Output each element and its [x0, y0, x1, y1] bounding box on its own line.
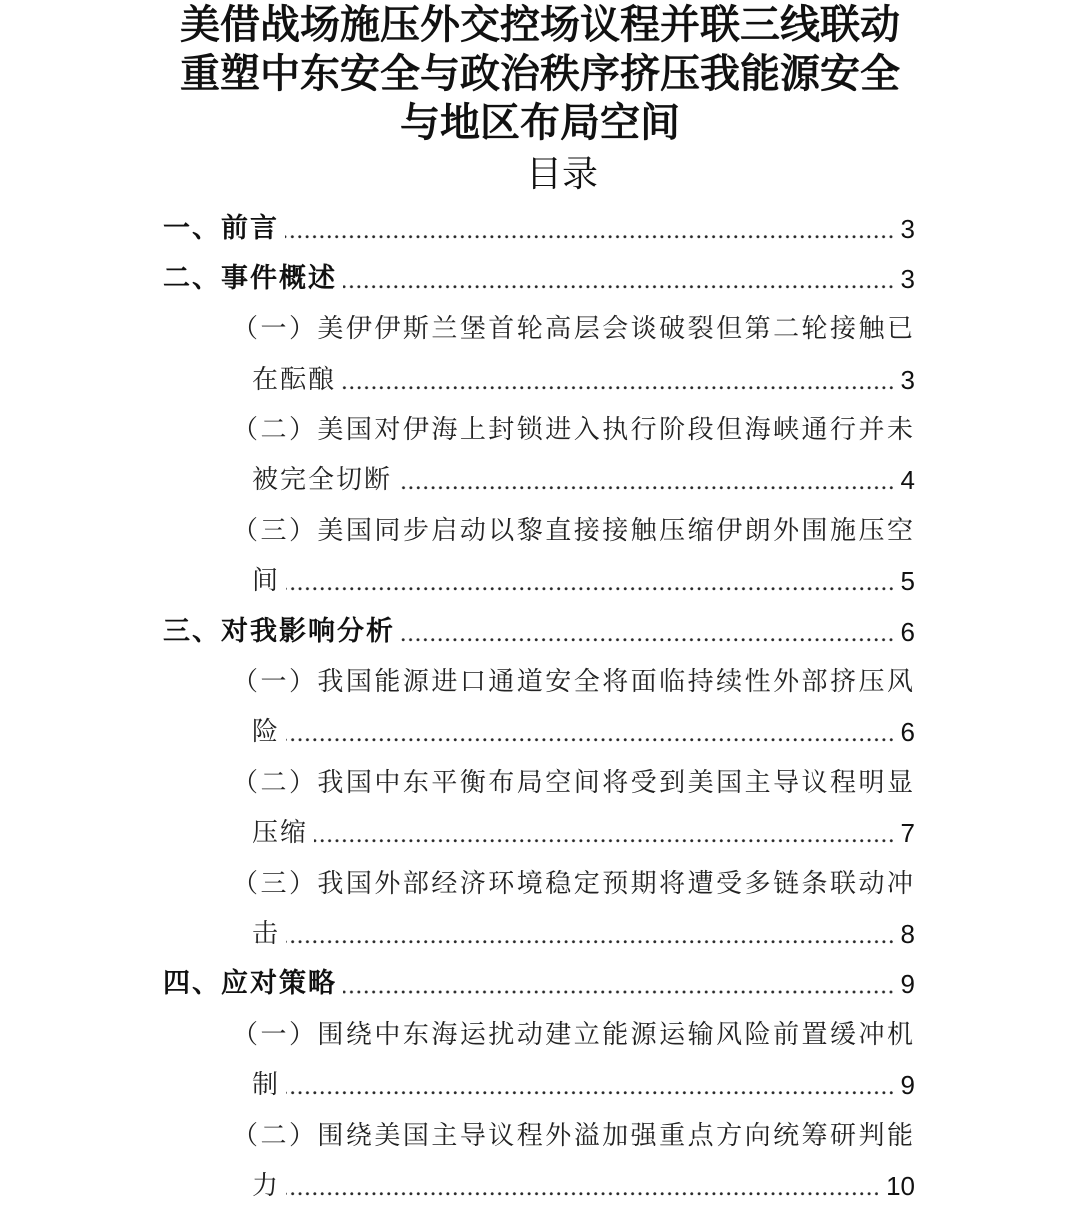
toc-subsection-2-2[interactable]	[232, 405, 915, 506]
toc-page-number: 8	[893, 909, 915, 959]
toc-subsection-title: （一）美伊伊斯兰堡首轮高层会谈破裂但第二轮接触已在酝酿	[232, 314, 915, 395]
toc-subsection-4-1[interactable]	[232, 1010, 915, 1111]
toc-subsection-3-1[interactable]	[232, 657, 915, 758]
toc-subsection-2-3[interactable]	[232, 506, 915, 607]
toc-page-number: 6	[893, 707, 915, 757]
toc-subsection-title: （一）围绕中东海运扰动建立能源运输风险前置缓冲机制	[232, 1019, 915, 1101]
toc-page-number: 9	[893, 1060, 915, 1110]
toc-subsection-4-2[interactable]	[232, 1111, 915, 1212]
toc-section-2[interactable]	[163, 254, 915, 304]
toc-section-title: 三、对我影响分析	[163, 616, 401, 647]
toc-section-1[interactable]	[163, 204, 915, 254]
toc-subsection-title: （三）美国同步启动以黎直接接触压缩伊朗外围施压空间	[232, 515, 915, 597]
toc-section-3[interactable]	[163, 607, 915, 657]
toc-section-title: 四、应对策略	[163, 968, 343, 999]
toc-subsection-3-3[interactable]	[232, 859, 915, 960]
toc-subsection-title: （三）我国外部经济环境稳定预期将遭受多链条联动冲击	[232, 868, 915, 950]
toc-subsection-3-2[interactable]	[232, 758, 915, 859]
document-title: 美借战场施压外交控场议程并联三线联动重塑中东安全与政治秩序挤压我能源安全与地区布局空间	[180, 1, 900, 146]
toc-section-title: 一、前言	[163, 213, 285, 244]
toc-heading: 目录	[525, 154, 598, 195]
toc-subsection-2-1[interactable]	[232, 304, 915, 405]
toc-subsection-title: （二）围绕美国主导议程外溢加强重点方向统筹研判能力	[232, 1120, 915, 1202]
toc-subsection-title: （一）我国能源进口通道安全将面临持续性外部挤压风险	[232, 667, 915, 748]
toc-page-number: 6	[893, 607, 915, 657]
toc-page-number: 3	[893, 254, 915, 304]
toc-subsection-title: （二）美国对伊海上封锁进入执行阶段但海峡通行并未被完全切断	[232, 415, 915, 496]
toc-section-4[interactable]	[163, 959, 915, 1009]
toc-section-title: 二、事件概述	[163, 263, 343, 294]
toc-page-number: 10	[878, 1161, 915, 1211]
toc-subsection-title: （二）我国中东平衡布局空间将受到美国主导议程明显压缩	[232, 767, 915, 849]
toc-page-number: 5	[893, 556, 915, 606]
toc-page-number: 3	[893, 204, 915, 254]
toc-page-number: 7	[893, 808, 915, 858]
toc-list	[0, 204, 1080, 1212]
toc-page-number: 3	[893, 355, 915, 405]
toc-page-number: 9	[893, 959, 915, 1009]
toc-page-number: 4	[893, 455, 915, 505]
